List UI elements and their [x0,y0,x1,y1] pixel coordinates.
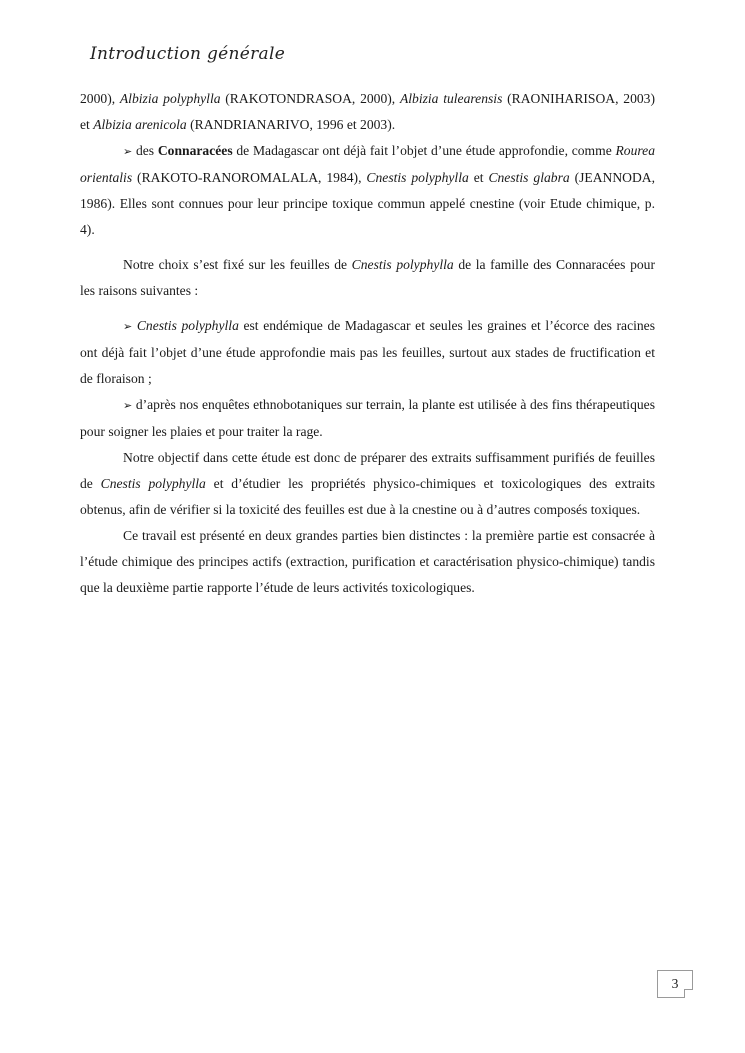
family-name: Connaracées [157,143,233,158]
paragraph-choice: Notre choix s’est fixé sur les feuilles de Cnestis polyphylla de la famille des Connaracées pour les raisons suivantes : [80,257,656,298]
paragraph-references: 2000), Albizia polyphylla (RAKOTONDRASOA, 2000), Albizia tulearensis (RAONIHARISOA, 2003) et Albizia arenicola (RANDRIANARIVO, 1996 et 2003). [80,91,655,132]
species-name: Cnestis glabra [488,170,570,185]
species-name: Albizia arenicola [93,117,187,132]
paragraph-structure: Ce travail est présenté en deux grandes parties bien distinctes : la première partie est consacrée à l’étude chimique des principes actifs (extraction, purification et caractérisation physico-chimique) tandis que la deuxième partie rapporte l’étude de leurs activités toxicologiques. [80,528,655,595]
species-name: Rourea orientalis [80,143,656,185]
paragraph-connaracees: ➢ des Connaracées de Madagascar ont déjà fait l’objet d’une étude approfondie, comme Rourea orientalis (RAKOTO-RANOROMALALA, 1984), Cnestis polyphylla et Cnestis glabra (JEANNODA, 1986). Elles sont connues pour leur principe toxique commun appelé cnestine (voir Etude chimique, p. 4). [80,143,656,237]
arrow-bullet-icon: ➢ [123,145,133,158]
species-name: Albizia tulearensis [399,91,503,106]
species-name: Cnestis polyphylla [136,318,239,333]
arrow-bullet-icon: ➢ [123,320,133,333]
document-body [80,86,655,601]
paragraph-objective: Notre objectif dans cette étude est donc de préparer des extraits suffisamment purifiés de feuilles de Cnestis polyphylla et d’étudier les propriétés physico-chimiques et toxicologiques des extraits obtenus, afin de vérifier si la toxicité des feuilles est due à la cnestine ou à d’autres composés toxiques. [80,450,656,517]
page-number: 3 [657,970,693,998]
paragraph-reason-ethnobotany: ➢ d’après nos enquêtes ethnobotaniques sur terrain, la plante est utilisée à des fins thérapeutiques pour soigner les plaies et pour traiter la rage. [80,397,655,439]
page-curl-icon [684,989,693,998]
species-name: Albizia polyphylla [119,91,221,106]
running-header: Introduction générale [90,44,286,64]
species-name: Cnestis polyphylla [100,476,206,491]
arrow-bullet-icon: ➢ [123,399,133,412]
species-name: Cnestis polyphylla [351,257,454,272]
species-name: Cnestis polyphylla [366,170,469,185]
paragraph-reason-endemic: ➢ Cnestis polyphylla est endémique de Madagascar et seules les graines et l’écorce des racines ont déjà fait l’objet d’une étude approfondie mais pas les feuilles, surtout aux stades de fructification et de floraison ; [80,318,656,386]
